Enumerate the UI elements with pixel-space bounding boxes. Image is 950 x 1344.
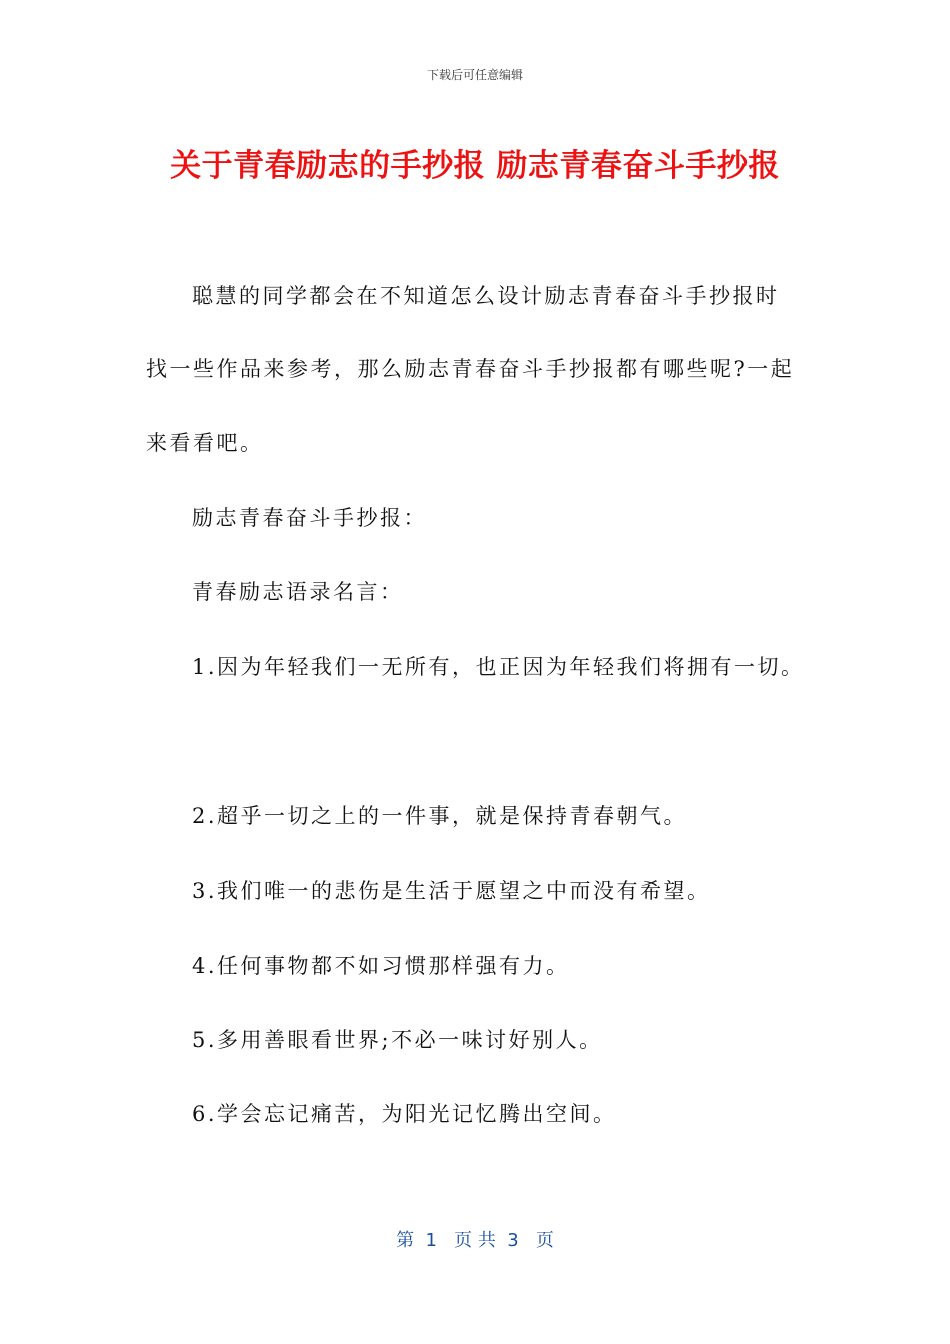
intro-line-3: 来看看吧。 bbox=[146, 431, 264, 455]
header-note: 下载后可任意编辑 bbox=[426, 68, 523, 82]
intro-line-2: 找一些作品来参考，那么励志青春奋斗手抄报都有哪些呢?一起 bbox=[146, 357, 795, 381]
intro-line-1: 聪慧的同学都会在不知道怎么设计励志青春奋斗手抄报时 bbox=[192, 284, 780, 308]
quote-item-4: 4.任何事物都不如习惯那样强有力。 bbox=[192, 954, 570, 978]
page-footer: 第 1 页 共 3 页 bbox=[396, 1230, 554, 1251]
quotes-heading: 青春励志语录名言： bbox=[192, 580, 404, 604]
quote-item-5: 5.多用善眼看世界;不必一味讨好别人。 bbox=[192, 1028, 603, 1052]
section-heading: 励志青春奋斗手抄报： bbox=[192, 506, 427, 530]
quote-item-2: 2.超乎一切之上的一件事，就是保持青春朝气。 bbox=[192, 804, 688, 828]
quote-item-6: 6.学会忘记痛苦，为阳光记忆腾出空间。 bbox=[192, 1102, 617, 1126]
quote-item-3: 3.我们唯一的悲伤是生活于愿望之中而没有希望。 bbox=[192, 879, 711, 903]
quote-item-1: 1.因为年轻我们一无所有，也正因为年轻我们将拥有一切。 bbox=[192, 655, 805, 679]
document-title: 关于青春励志的手抄报 励志青春奋斗手抄报 bbox=[170, 148, 780, 184]
